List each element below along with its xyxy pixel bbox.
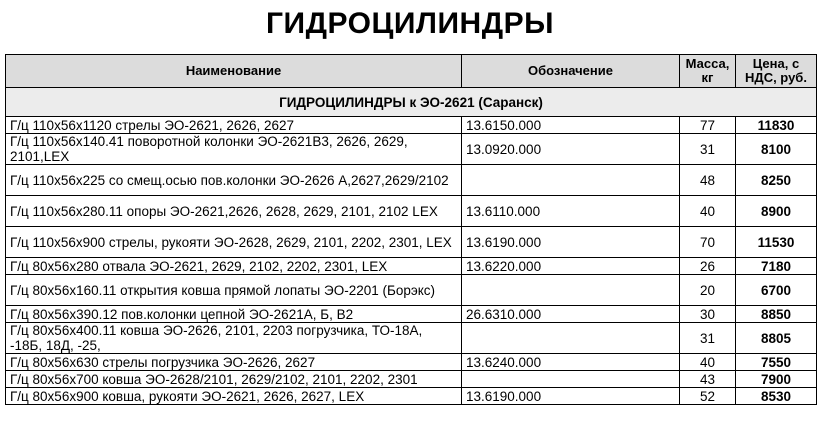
cell-name: Г/ц 80х56х160.11 открытия ковша прямой лопаты ЭО-2201 (Борэкс): [6, 275, 462, 306]
cell-price: 8900: [736, 196, 817, 227]
cell-mass: 40: [680, 354, 736, 371]
header-code: Обозначение: [462, 55, 680, 88]
section-title: ГИДРОЦИЛИНДРЫ к ЭО-2621 (Саранск): [6, 88, 817, 117]
cell-mass: 40: [680, 196, 736, 227]
cell-name: Г/ц 110х56х140.41 поворотной колонки ЭО-2621В3, 2626, 2629, 2101,LEX: [6, 134, 462, 165]
cell-name: Г/ц 80х56х630 стрелы погрузчика ЭО-2626, 2627: [6, 354, 462, 371]
cell-mass: 26: [680, 258, 736, 275]
table-row: [6, 323, 817, 354]
table-row: [6, 275, 817, 306]
cell-price: 8805: [736, 323, 817, 354]
cell-name: Г/ц 80х56х390.12 пов.колонки цепной ЭО-2621А, Б, В2: [6, 306, 462, 323]
cell-mass: 77: [680, 117, 736, 134]
cell-name: Г/ц 80х56х400.11 ковша ЭО-2626, 2101, 2203 погрузчика, ТО-18А, -18Б, 18Д, -25,: [6, 323, 462, 354]
cell-code: 13.6110.000: [462, 196, 680, 227]
cell-mass: 43: [680, 371, 736, 388]
cell-code: 13.6150.000: [462, 117, 680, 134]
cell-mass: 30: [680, 306, 736, 323]
cell-name: Г/ц 110х56х225 со смещ.осью пов.колонки ЭО-2626 А,2627,2629/2102: [6, 165, 462, 196]
header-price: Цена, с НДС, руб.: [736, 55, 817, 88]
cell-name: Г/ц 80х56х280 отвала ЭО-2621, 2629, 2102, 2202, 2301, LEX: [6, 258, 462, 275]
cell-mass: 70: [680, 227, 736, 258]
header-row: [6, 55, 817, 88]
cell-mass: 20: [680, 275, 736, 306]
page-title: ГИДРОЦИЛИНДРЫ: [266, 7, 554, 40]
cell-code: [462, 165, 680, 196]
table-row: [6, 354, 817, 371]
table-row: [6, 371, 817, 388]
cell-name: Г/ц 110х56х1120 стрелы ЭО-2621, 2626, 2627: [6, 117, 462, 134]
table-row: [6, 196, 817, 227]
table-row: [6, 306, 817, 323]
cell-code: 13.6220.000: [462, 258, 680, 275]
table-row: [6, 388, 817, 405]
cell-mass: 31: [680, 134, 736, 165]
table-row: [6, 134, 817, 165]
cell-code: 13.6240.000: [462, 354, 680, 371]
cell-name: Г/ц 80х56х700 ковша ЭО-2628/2101, 2629/2102, 2101, 2202, 2301: [6, 371, 462, 388]
cell-price: 8100: [736, 134, 817, 165]
cell-code: [462, 371, 680, 388]
cell-price: 7550: [736, 354, 817, 371]
table-row: [6, 117, 817, 134]
cell-price: 8250: [736, 165, 817, 196]
cell-code: [462, 275, 680, 306]
cell-mass: 31: [680, 323, 736, 354]
cell-name: Г/ц 110х56х900 стрелы, рукояти ЭО-2628, 2629, 2101, 2202, 2301, LEX: [6, 227, 462, 258]
cell-price: 11830: [736, 117, 817, 134]
header-mass: Масса, кг: [680, 55, 736, 88]
price-table: [5, 54, 817, 405]
cell-price: 8530: [736, 388, 817, 405]
cell-price: 11530: [736, 227, 817, 258]
table-row: [6, 165, 817, 196]
cell-price: 7180: [736, 258, 817, 275]
section-row: [6, 88, 817, 117]
cell-price: 6700: [736, 275, 817, 306]
cell-name: Г/ц 80х56х900 ковша, рукояти ЭО-2621, 2626, 2627, LEX: [6, 388, 462, 405]
table-row: [6, 258, 817, 275]
cell-code: [462, 323, 680, 354]
cell-code: 13.6190.000: [462, 388, 680, 405]
cell-code: 13.0920.000: [462, 134, 680, 165]
table-row: [6, 227, 817, 258]
cell-code: 26.6310.000: [462, 306, 680, 323]
cell-mass: 48: [680, 165, 736, 196]
cell-code: 13.6190.000: [462, 227, 680, 258]
cell-price: 7900: [736, 371, 817, 388]
cell-price: 8850: [736, 306, 817, 323]
cell-name: Г/ц 110х56х280.11 опоры ЭО-2621,2626, 2628, 2629, 2101, 2102 LEX: [6, 196, 462, 227]
cell-mass: 52: [680, 388, 736, 405]
header-name: Наименование: [6, 55, 462, 88]
